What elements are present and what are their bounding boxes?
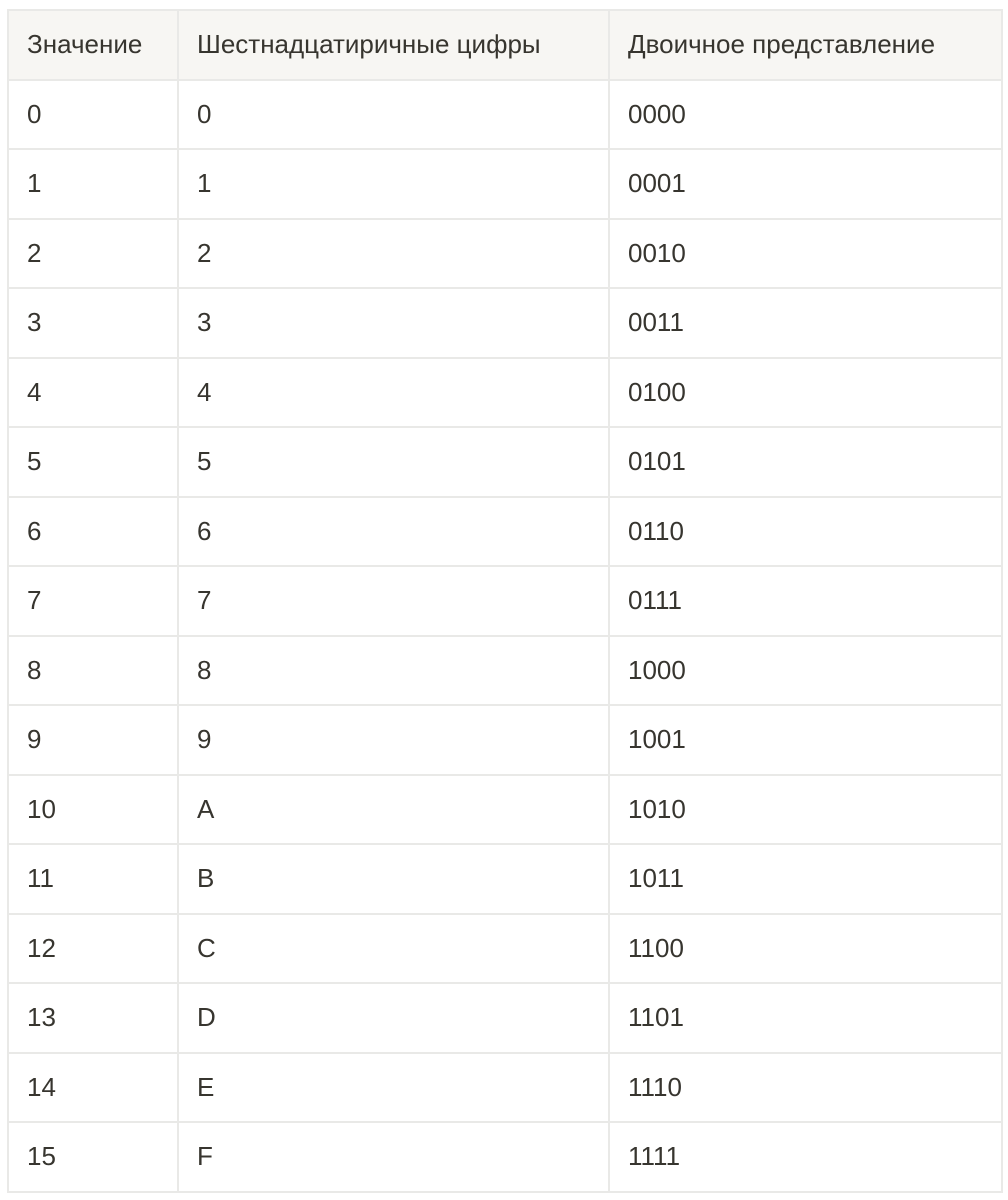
cell-hex-digit: C <box>178 914 609 984</box>
cell-binary: 0110 <box>609 497 1002 567</box>
cell-binary: 0011 <box>609 288 1002 358</box>
cell-binary: 1001 <box>609 705 1002 775</box>
cell-binary: 1111 <box>609 1122 1002 1192</box>
table-row <box>8 149 1002 219</box>
table-row <box>8 636 1002 706</box>
cell-value: 2 <box>8 219 178 289</box>
table-row <box>8 358 1002 428</box>
cell-binary: 0100 <box>609 358 1002 428</box>
cell-binary: 0101 <box>609 427 1002 497</box>
cell-hex-digit: F <box>178 1122 609 1192</box>
table-row <box>8 219 1002 289</box>
cell-value: 14 <box>8 1053 178 1123</box>
header-binary: Двоичное представление <box>609 10 1002 80</box>
cell-value: 4 <box>8 358 178 428</box>
cell-hex-digit: 1 <box>178 149 609 219</box>
cell-hex-digit: 0 <box>178 80 609 150</box>
cell-value: 3 <box>8 288 178 358</box>
cell-value: 1 <box>8 149 178 219</box>
cell-hex-digit: 7 <box>178 566 609 636</box>
header-hex-digits: Шестнадцатиричные цифры <box>178 10 609 80</box>
table-row <box>8 1053 1002 1123</box>
cell-value: 9 <box>8 705 178 775</box>
cell-value: 12 <box>8 914 178 984</box>
cell-value: 8 <box>8 636 178 706</box>
cell-hex-digit: 5 <box>178 427 609 497</box>
cell-value: 10 <box>8 775 178 845</box>
table-row <box>8 775 1002 845</box>
cell-binary: 1100 <box>609 914 1002 984</box>
cell-value: 7 <box>8 566 178 636</box>
cell-hex-digit: 6 <box>178 497 609 567</box>
cell-binary: 0000 <box>609 80 1002 150</box>
table-row <box>8 914 1002 984</box>
cell-binary: 1110 <box>609 1053 1002 1123</box>
cell-hex-digit: 4 <box>178 358 609 428</box>
cell-hex-digit: 8 <box>178 636 609 706</box>
hex-binary-table-container <box>7 9 1001 1193</box>
cell-hex-digit: 3 <box>178 288 609 358</box>
cell-hex-digit: D <box>178 983 609 1053</box>
cell-value: 15 <box>8 1122 178 1192</box>
cell-hex-digit: 9 <box>178 705 609 775</box>
cell-binary: 0111 <box>609 566 1002 636</box>
cell-value: 5 <box>8 427 178 497</box>
cell-binary: 0010 <box>609 219 1002 289</box>
table-header <box>8 10 1002 80</box>
hex-binary-table <box>7 9 1003 1193</box>
cell-binary: 1011 <box>609 844 1002 914</box>
table-row <box>8 1122 1002 1192</box>
table-row <box>8 497 1002 567</box>
table-row <box>8 705 1002 775</box>
table-row <box>8 983 1002 1053</box>
cell-binary: 1101 <box>609 983 1002 1053</box>
cell-hex-digit: B <box>178 844 609 914</box>
cell-hex-digit: A <box>178 775 609 845</box>
cell-binary: 1000 <box>609 636 1002 706</box>
cell-value: 13 <box>8 983 178 1053</box>
table-row <box>8 427 1002 497</box>
table-body <box>8 80 1002 1192</box>
cell-binary: 1010 <box>609 775 1002 845</box>
table-row <box>8 844 1002 914</box>
table-row <box>8 288 1002 358</box>
table-row <box>8 80 1002 150</box>
cell-hex-digit: E <box>178 1053 609 1123</box>
cell-value: 11 <box>8 844 178 914</box>
table-row <box>8 566 1002 636</box>
header-value: Значение <box>8 10 178 80</box>
cell-value: 0 <box>8 80 178 150</box>
cell-value: 6 <box>8 497 178 567</box>
cell-hex-digit: 2 <box>178 219 609 289</box>
header-row <box>8 10 1002 80</box>
cell-binary: 0001 <box>609 149 1002 219</box>
